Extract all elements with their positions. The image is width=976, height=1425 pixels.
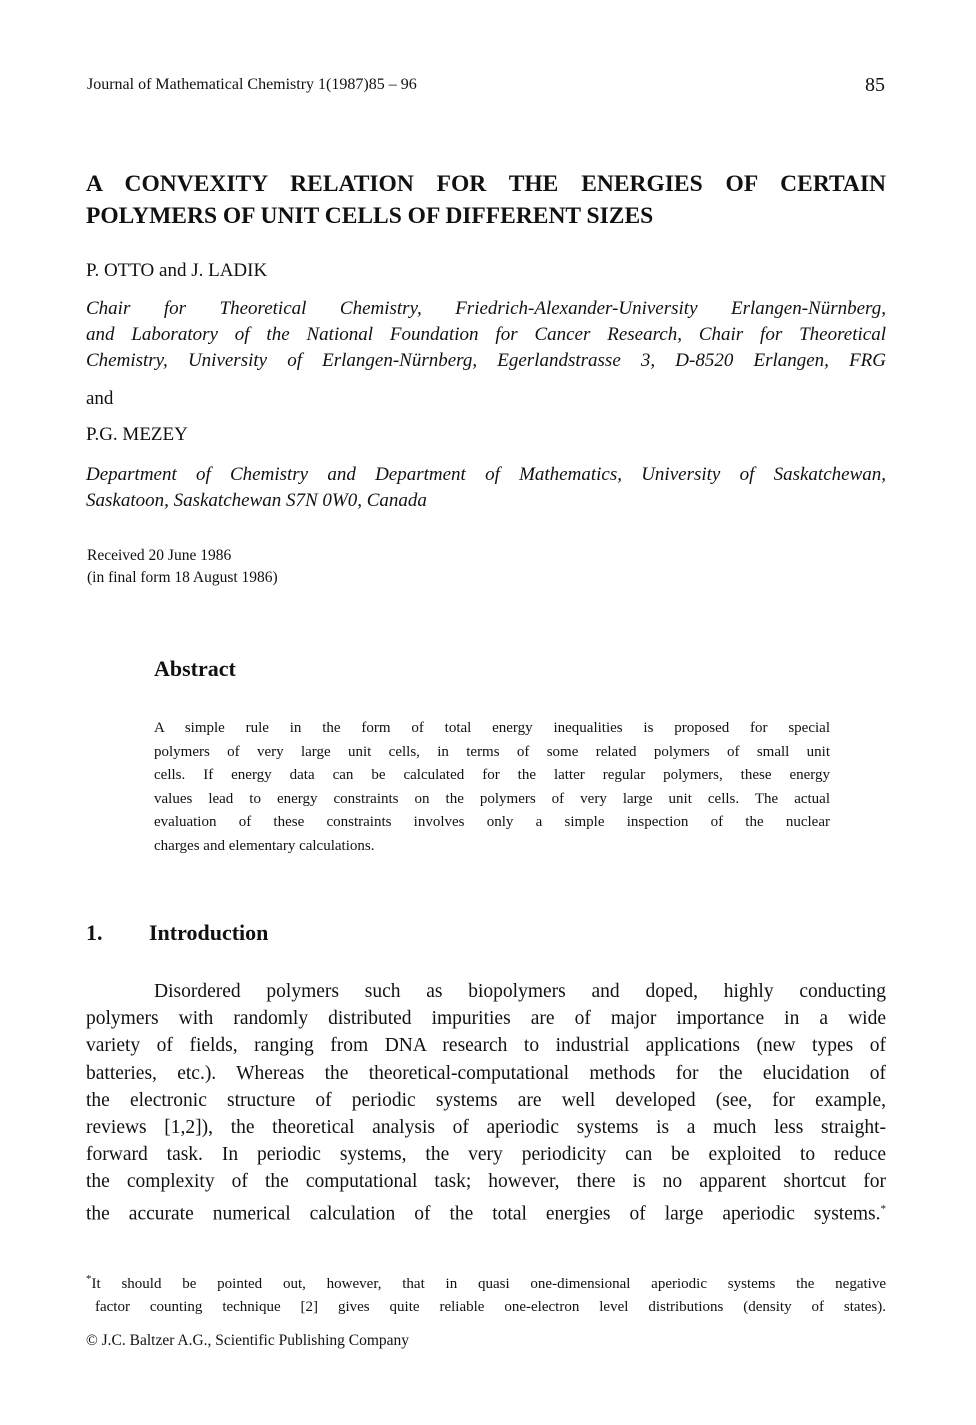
copyright-notice: © J.C. Baltzer A.G., Scientific Publishing Company [86,1332,410,1349]
body-line: batteries, etc.). Whereas the theoretical-computational methods for the elucidation of [86,1062,886,1084]
footnote-marker: * [880,1202,886,1215]
affiliation-2-line: Saskatoon, Saskatchewan S7N 0W0, Canada [86,490,427,511]
body-line: variety of fields, ranging from DNA research to industrial applications (new types of [86,1035,886,1057]
footnote-line [86,1268,886,1296]
section-heading [86,920,268,946]
abstract-heading: Abstract [154,656,236,681]
body-line-last [86,1196,886,1228]
section-title: Introduction [149,920,269,945]
body-line: polymers with randomly distributed impurities are of major importance in a wide [86,1008,886,1030]
body-line: forward task. In periodic systems, the very periodicity can be exploited to reduce [86,1144,886,1166]
abstract-line: evaluation of these constraints involves only a simple inspection of the nuclear [154,814,830,830]
body-line: the complexity of the computational task; however, there is no apparent shortcut for [86,1171,886,1193]
affiliation-2 [86,462,886,514]
introduction-body [86,978,886,1227]
and-connector: and [86,388,114,409]
body-line-text: the accurate numerical calculation of the total energies of large aperiodic systems. [86,1203,881,1225]
authors-group-2: P.G. MEZEY [86,424,188,445]
section-number: 1. [86,920,103,945]
final-form-date: (in final form 18 August 1986) [87,569,278,586]
abstract-line: charges and elementary calculations. [154,837,375,854]
body-line: reviews [1,2]), the theoretical analysis of aperiodic systems is a much less straight- [86,1117,886,1139]
page-number: 85 [865,74,885,96]
footnote-text: It should be pointed out, however, that in quasi one-dimensional aperiodic systems the negative [91,1276,886,1292]
journal-citation: Journal of Mathematical Chemistry 1(1987)85 – 96 [87,76,417,93]
body-line: Disordered polymers such as biopolymers and doped, highly conducting [154,981,886,1002]
title-line-2: POLYMERS OF UNIT CELLS OF DIFFERENT SIZES [86,203,654,229]
authors-group-1: P. OTTO and J. LADIK [86,260,268,281]
footnote-symbol: * [86,1273,92,1285]
abstract-line: cells. If energy data can be calculated for the latter regular polymers, these energy [154,767,830,783]
abstract-line: values lead to energy constraints on the polymers of very large unit cells. The actual [154,790,830,807]
footnote-line: factor counting technique [2] gives quite reliable one-electron level distributions (density of states). [95,1299,886,1315]
body-line: the electronic structure of periodic systems are well developed (see, for example, [86,1089,886,1111]
paper-title [86,168,886,232]
received-dates [87,545,278,589]
affiliation-1-line: Chemistry, University of Erlangen-Nürnberg, Egerlandstrasse 3, D-8520 Erlangen, FRG [86,350,886,371]
affiliation-1-line: Chair for Theoretical Chemistry, Friedrich-Alexander-University Erlangen-Nürnberg, [86,298,886,319]
received-date: Received 20 June 1986 [87,547,232,564]
affiliation-1-line: and Laboratory of the National Foundation for Cancer Research, Chair for Theoretical [86,324,886,345]
affiliation-1 [86,296,886,374]
title-line-1: A CONVEXITY RELATION FOR THE ENERGIES OF CERTAIN [86,171,886,197]
abstract-text [154,717,830,858]
abstract-line: A simple rule in the form of total energy inequalities is proposed for special [154,720,830,736]
affiliation-2-line: Department of Chemistry and Department of Mathematics, University of Saskatchewan, [86,464,886,485]
footnote [86,1268,886,1319]
abstract-line: polymers of very large unit cells, in terms of some related polymers of small unit [154,743,830,760]
